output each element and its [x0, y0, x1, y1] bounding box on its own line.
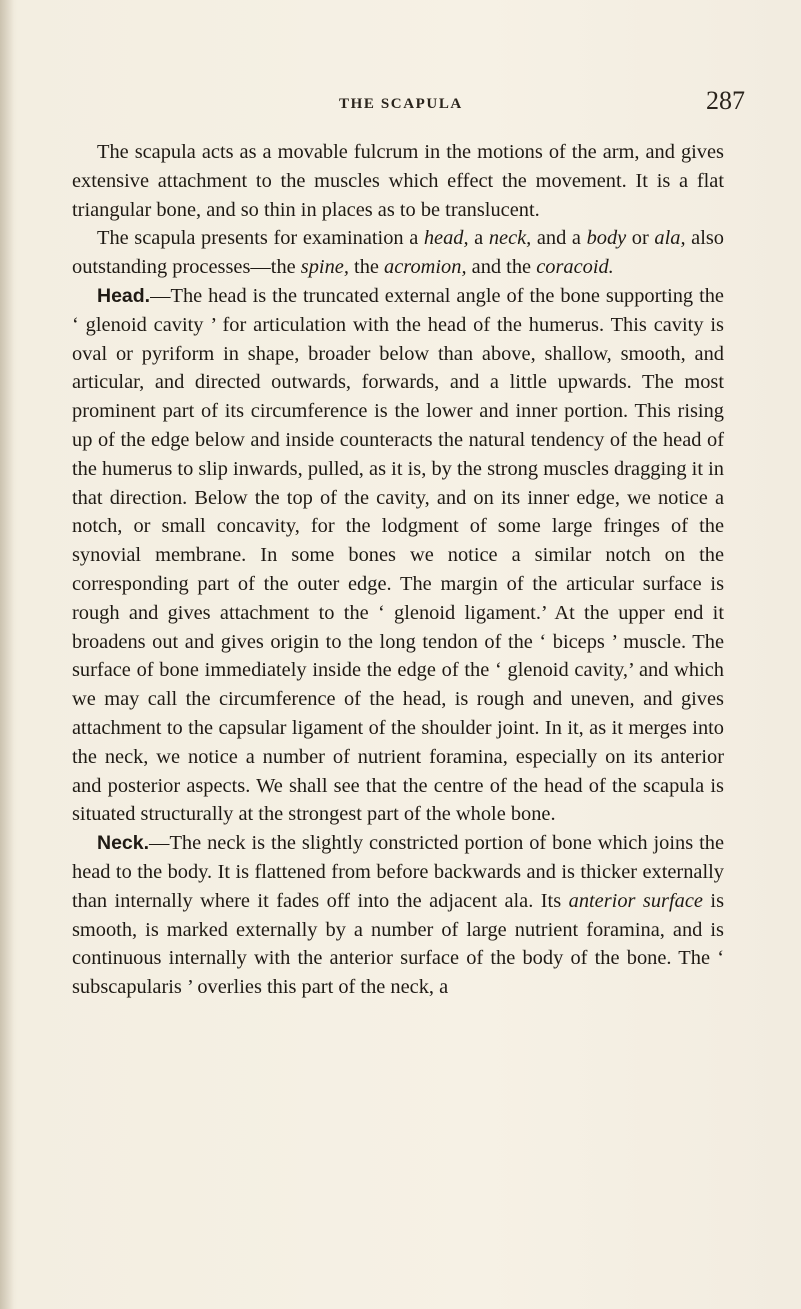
- term-head: head,: [423, 227, 469, 250]
- body-text: [72, 138, 724, 1002]
- paragraph-parts: [72, 224, 724, 282]
- paragraph-head: [72, 282, 724, 829]
- paragraph-neck: [72, 829, 724, 1002]
- paragraph-intro-text: The scapula acts as a movable fulcrum in the motions of the arm, and gives extensive attachment to the muscles which effect the movement. It is a flat triangular bone, and so thin in places as to be translucent.: [72, 141, 724, 221]
- section-heading-head: Head.: [97, 284, 151, 307]
- parts-text: and the: [466, 256, 537, 279]
- term-neck: neck,: [488, 227, 532, 250]
- paragraph-neck-text: —The neck is the slightly constricted portion of bone which joins the head to the body. It is flattened from before backwards and is thicker externally than internally where it fades off into the adjacent ala. Its: [72, 832, 724, 912]
- parts-text: and a: [531, 227, 587, 250]
- parts-text: the: [348, 256, 385, 279]
- parts-text: a: [468, 227, 489, 250]
- paragraph-neck-text-end: is smooth, is marked externally by a number of large nutrient foramina, and is continuous internally with the anterior surface of the body of the bone. The ‘ subscapularis ’ overlies this part of the neck, a: [72, 889, 725, 999]
- parts-text: or: [626, 227, 655, 250]
- section-heading-neck: Neck.: [97, 832, 150, 855]
- term-spine: spine,: [300, 256, 349, 279]
- parts-text: The scapula presents for examination a: [97, 227, 424, 250]
- parts-text: also outstanding processes—the: [72, 227, 724, 279]
- gutter-shadow: [0, 0, 14, 1309]
- term-coracoid: coracoid.: [536, 256, 614, 279]
- term-body: body: [586, 227, 627, 250]
- page-number: 287: [706, 86, 745, 115]
- term-ala: ala,: [654, 227, 686, 250]
- term-acromion: acromion,: [384, 256, 467, 279]
- term-anterior-surface: anterior surface: [568, 889, 703, 912]
- paragraph-intro: [72, 138, 724, 224]
- paragraph-head-text: —The head is the truncated external angle of the bone supporting the ‘ glenoid cavity ’ for articulation with the head of the humerus. This cavity is oval or pyriform in shape, broader below than above, shallow, smooth, and articular, and directed outwards, forwards, and a little upwards. The most prominent part of its circumference is the lower and inner portion. This rising up of the edge below and inside counteracts the natural tendency of the head of the humerus to slip inwards, pulled, as it is, by the strong muscles dragging it in that direction. Below the top of the cavity, and on its inner edge, we notice a notch, or small concavity, for the lodgment of some large fringes of the synovial membrane. In some bones we notice a similar notch on the corresponding part of the outer edge. The margin of the articular surface is rough and gives attachment to the ‘ glenoid ligament.’ At the upper end it broadens out and gives origin to the long tendon of the ‘ biceps ’ muscle. The surface of bone immediately inside the edge of the ‘ glenoid cavity,’ and which we may call the circumference of the head, is rough and uneven, and gives attachment to the capsular ligament of the shoulder joint. In it, as it merges into the neck, we notice a number of nutrient foramina, especially on its anterior and posterior aspects. We shall see that the centre of the head of the scapula is situated structurally at the strongest part of the whole bone.: [72, 284, 724, 826]
- running-title: THE SCAPULA: [339, 96, 463, 112]
- running-head: [0, 86, 801, 124]
